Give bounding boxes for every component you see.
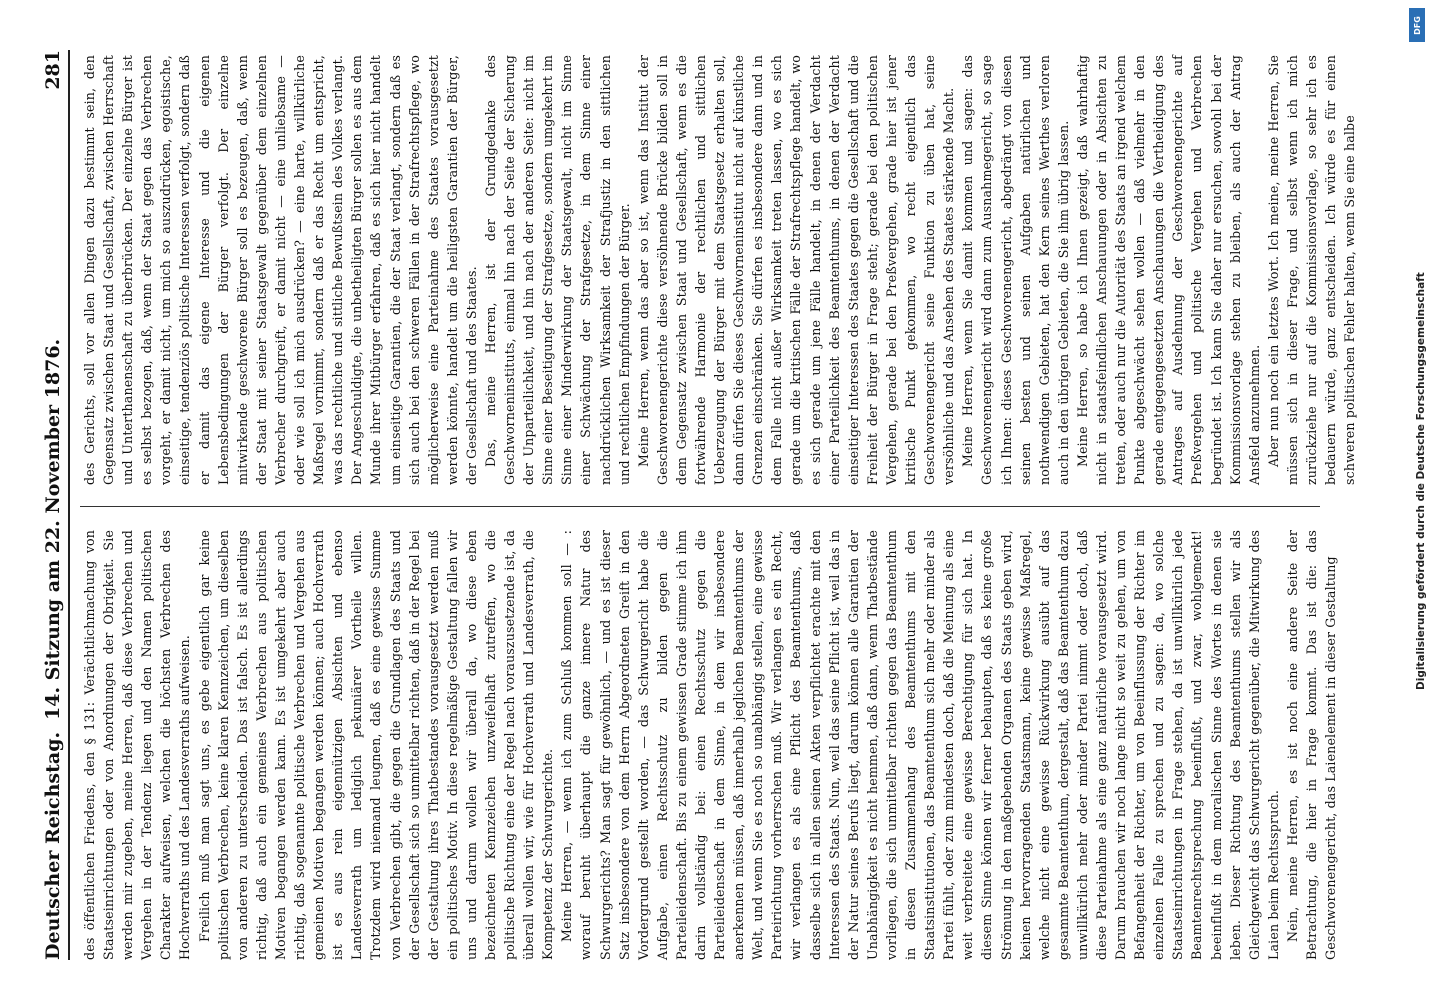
paragraph: des öffentlichen Friedens, den § 131: Verächtlichmachung von Staatseinrichtungen oder von Anordnungen der Obrigkeit. Sie werden mir zugeben, meine Herren, daß diese Verbrechen und Vergehen in der Tendenz liegen und den Namen politischen Charakter aufweisen, welchen die höchsten Verbrechen des Hochverraths und des Landesverraths aufweisen. — [82, 530, 193, 960]
session-date: 14. Sitzung am 22. November 1876. — [42, 338, 64, 720]
dfg-logo: DFG — [1409, 8, 1425, 42]
paragraph: Nein, meine Herren, es ist noch eine andere Seite der Betrachtung, die hier in Frage kommt. Das ist die: das Geschworenengericht, das Laienelement in dieser Gestaltung — [1284, 530, 1339, 960]
paragraph: Meine Herren, so habe ich Ihnen gezeigt, daß wahrhaftig nicht in staatsfeindlichen Anschauungen oder in Absichten zu treten, oder auch nur die Autorität des Staats an irgend welchem Punkte abgeschwächt sehen wollen — daß vielmehr in den gerade entgegengesetzten Anschauungen die Vertheidigung des Antrages auf Ausdehnung der Geschworenengerichte auf Preßvergehen und politische Vergehen und Verbrechen begründet ist. Ich kann Sie daher nur ersuchen, sowohl bei der Kommissionsvorlage stehen zu bleiben, als auch der Antrag Ansfeld anzunehmen. — [1074, 55, 1262, 485]
text-column-right — [80, 55, 1358, 485]
column-divider — [80, 506, 1320, 507]
text-column-left — [80, 530, 1339, 960]
publication-title: Deutscher Reichstag. — [42, 731, 64, 960]
paragraph: Freilich muß man sagt uns, es gebe eigentlich gar keine politischen Verbrechen, keine klaren Kennzeichen, um dieselben von anderen zu unterscheiden. Das ist falsch. Es ist allerdings richtig, daß auch ein gemeines Verbrechen aus politischen Motiven begangen werden kann. Es ist umgekehrt aber auch richtig, daß sogenannte politische Verbrechen und Vergehen aus gemeinen Motiven begangen werden können; auch Hochverrath ist es aus rein eigennützigen Absichten und ebenso Landesverrath um lediglich pekuniärer Vortheile willen. Trotzdem wird niemand leugnen, daß es eine gewisse Summe von Verbrechen gibt, die gegen die Grundlagen des Staats und der Gesellschaft sich so unmittelbar richten, daß in der Regel bei der Gestaltung ihres Thatbestandes vorausgesetzt werden muß ein politisches Motiv. In diese regelmäßige Gestaltung fallen wir uns und darum wollen wir überall da, wo diese eben bezeichneten Kennzeichen unzweifelhaft zutreffen, wo die politische Richtung eine der Regel nach vorauszusetzende ist, da überall wollen wir, wie für Hochverrath und Landesverrath, die Kompetenz der Schwurgerichte. — [196, 530, 556, 960]
digitization-sidebar — [1410, 0, 1428, 1000]
paragraph: Meine Herren, wenn Sie damit kommen und sagen: das Geschworenengericht wird dann zum Ausnahmegericht, so sage ich Ihnen: dieses Geschworenengericht, abgedrängt von diesen seinen besten und seinen Aufgaben natürlichen und nothwendigen Gebieten, hat den Kern seines Werthes verloren auch in den übrigen Gebieten, die Sie ihm übrig lassen. — [960, 55, 1071, 485]
paragraph: Meine Herren, — wenn ich zum Schluß kommen soll — : worauf beruht überhaupt die ganze innere Natur des Schwurgerichts? Man sagt für gewöhnlich, — und es ist dieser Satz insbesondere von dem Herrn Abgeordneten Greift in den Vordergrund gestellt worden, — das Schwurgericht habe die Aufgabe, einen Rechtsschutz zu bilden gegen die Parteileidenschaft. Bis zu einem gewissen Grade stimme ich ihm darin vollständig bei: einen Rechtsschutz gegen die Parteileidenschaft in dem Sinne, in dem wir insbesondere anerkennen müssen, daß innerhalb jeglichen Beamtenthums der Welt, und wenn Sie es noch so unabhängig stellen, eine gewisse Parteirichtung vorherrschen muß. Wir verlangen es ein Recht, wir verlangen es als eine Pflicht des Beamtenthums, daß dasselbe sich in allen seinen Akten verpflichtet erachte mit den Interessen des Staats. Nun, weil das seine Pflicht ist, weil das in der Natur seines Berufs liegt, darum können alle Garantien der Unabhängigkeit es nicht hemmen, daß dann, wenn Thatbestände vorliegen, die sich unmittelbar richten gegen das Beamtenthum in diesen Zusammenhang des Beamtenthums mit den Staatsinstitutionen, das Beamtenthum sich mehr oder minder als Partei fühlt, oder zum mindesten doch, daß die Meinung als eine weit verbreitete eine gewisse Berechtigung für sich hat. In diesem Sinne können wir ferner behaupten, daß es keine große Strömung in den maßgebenden Organen des Staats geben wird, keinen hervorragenden Staatsmann, keine gewisse Maßregel, welche nicht eine gewisse Rückwirkung ausübt auf das gesammte Beamtenthum, dergestalt, daß das Beamtenthum dazu unwillkürlich mehr oder minder Partei nimmt oder doch, daß diese Parteinahme als eine ganz natürliche vorausgesetzt wird. Darum brauchen wir noch lange nicht so weit zu gehen, um von Befangenheit der Richter, um von Beeinflussung der Richter im einzelnen Falle zu sprechen und zu sagen: da, wo solche Staatseinrichtungen in Frage stehen, da ist unwillkürlich jede Beamtenrechtsprechung beeinflußt, und zwar, wohlgemerkt! beeinflußt in dem moralischen Sinne des Wortes in denen sie leben. Dieser Richtung des Beamtenthums stellen wir als Gleichgewicht das Schwurgericht gegenüber, die Mitwirkung des Laien beim Rechtsspruch. — [559, 530, 1281, 960]
paragraph: Aber nun noch ein letztes Wort. Ich meine, meine Herren, Sie müssen sich in dieser Frage, und selbst wenn ich mich zurückziehe nur auf die Kommissionsvorlage, so sehr ich es bedauern würde, ganz entscheiden. Ich würde es für einen schweren politischen Fehler halten, wenn Sie eine halbe — [1265, 55, 1358, 485]
page-number: 281 — [42, 50, 64, 90]
paragraph: Meine Herren, wenn das aber so ist, wenn das Institut der Geschworenengerichte diese versöhnende Brücke bilden soll in dem Gegensatz zwischen Staat und Gesellschaft, wenn es die fortwährende Harmonie der rechtlichen und sittlichen Ueberzeugung der Bürger mit dem Staatsgesetz erhalten soll, dann dürfen Sie dieses Geschworneninstitut nicht auf künstliche Grenzen einschränken. Sie dürfen es insbesondere dann und in dem Falle nicht außer Wirksamkeit treten lassen, wo es sich gerade um die kritischen Fälle der Strafrechtspflege handelt, wo es sich gerade um jene Fälle handelt, in denen der Verdacht einer Parteilichkeit des Beamtenthums, in denen der Verdacht einseitiger Interessen des Staates gegen die Gesellschaft und die Freiheit der Bürger in Frage steht; gerade bei den politischen Vergehen, gerade bei den Preßvergehen, grade hier ist jener kritische Punkt gekommen, wo recht eigentlich das Geschworenengericht seine Funktion zu üben hat, seine versöhnliche und das Ansehen des Staates stärkende Macht. — [635, 55, 957, 485]
paragraph: des Gerichts, soll vor allen Dingen dazu bestimmt sein, den Gegensatz zwischen Staat und Gesellschaft, zwischen Herrschaft und Unterthanenschaft zu überbrücken. Der einzelne Bürger ist es selbst bezogen, daß, wenn der Staat gegen das Verbrechen vorgeht, er damit nicht, um mich so auszudrücken, egoistische, einseitige, tendenziös politische Interessen verfolgt, sondern daß er damit das eigene Interesse und die eigenen Lebensbedingungen der Bürger verfolgt. Der einzelne mitwirkende geschworene Bürger soll es bezeugen, daß, wenn der Staat mit seiner Staatsgewalt gegenüber dem einzelnen Verbrecher durchgreift, er damit nicht — eine unliebsame — oder wie soll ich mich ausdrücken? — eine harte, willkürliche Maßregel vornimmt, sondern daß er das Recht um entspricht, was das rechtliche und sittliche Bewußtsein des Volkes verlangt. Der Angeschuldigte, die unbetheiligten Bürger sollen es aus dem Munde ihrer Mitbürger erfahren, daß es sich hier nicht handelt um einseitige Garantien, die der Staat verlangt, sondern daß es sich auch bei den schweren Fällen in der Strafrechtspflege, wo möglicherweise eine Parteinahme des Staates vorausgesetzt werden könnte, handelt um die heiligsten Garantien der Bürger, der Gesellschaft und des Staates. — [82, 55, 479, 485]
paragraph: Das, meine Herren, ist der Grundgedanke des Geschworneninstituts, einmal hin nach der Seite der Sicherung der Unparteilichkeit, und hin nach der anderen Seite: nicht im Sinne einer Beseitigung der Strafgesetze, sondern umgekehrt im Sinne einer Minderwirkung der Staatsgewalt, nicht im Sinne einer Schwächung der Strafgesetze, in dem Sinne einer nachdrücklichen Wirksamkeit der Strafjustiz in den sittlichen und rechtlichen Empfindungen der Bürger. — [482, 55, 632, 485]
page-header — [28, 50, 70, 960]
funding-note: Digitalisierung gefördert durch die Deutsche Forschungsgemeinschaft — [1415, 272, 1427, 690]
